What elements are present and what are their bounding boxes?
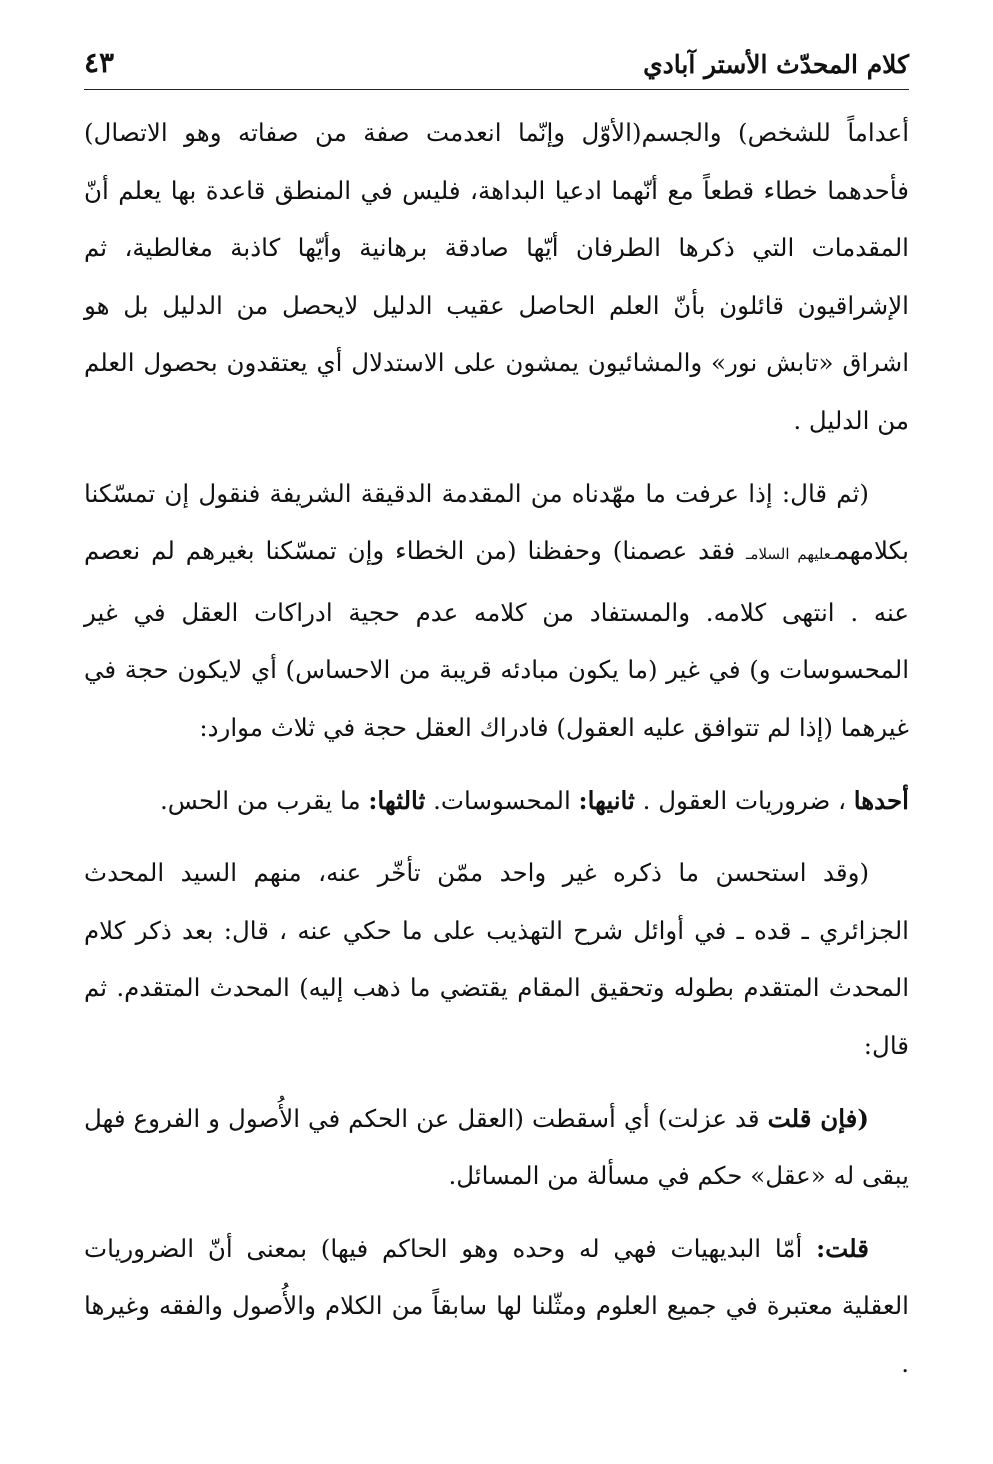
- page-number: ٤٣: [84, 46, 115, 79]
- objection-label: (فإن قلت: [767, 1103, 869, 1133]
- first-item-text: ، ضروريات العقول .: [642, 785, 846, 815]
- paragraph-4: (وقد استحسن ما ذكره غير واحد ممّن تأخّر عنه، منهم السيد المحدث الجزائري ـ قده ـ في أوائل شرح التهذيب على ما حكي عنه ، قال: بعد ذكر كلام المحدث المتقدم بطوله وتحقيق المقام يقتضي ما ذهب إليه) المحدث المتقدم. ثم قال:: [84, 858, 909, 1060]
- paragraph-2-text-a: (ثم قال: إذا عرفت ما مهّدناه من المقدمة الدقيقة الشريفة فنقول إن تمسّكنا بكلامهم: [84, 478, 909, 566]
- page-body: [84, 104, 909, 1392]
- second-item-label: ثانيها:: [578, 785, 635, 815]
- reply-label: قلت:: [816, 1233, 869, 1263]
- objection-text: قد عزلت) أي أسقطت (العقل عن الحكم في الأُصول و الفروع فهل يبقى له «عقل» حكم في مسألة من المسائل.: [84, 1103, 909, 1191]
- page-header: [84, 44, 909, 90]
- third-item-text: ما يقرب من الحس.: [159, 785, 361, 815]
- paragraph-3: [84, 772, 909, 830]
- first-item-label: أحدها: [853, 785, 909, 815]
- second-item-text: المحسوسات.: [433, 785, 571, 815]
- reply-text: أمّا البديهيات فهي له وحده وهو الحاكم فيها) بمعنى أنّ الضروريات العقلية معتبرة في جميع العلوم ومثّلنا لها سابقاً من الكلام والأُصول والفقه وغيرها .: [84, 1233, 909, 1378]
- paragraph-2-text-b: فقد عصمنا) وحفظنا (من الخطاء وإن تمسّكنا بغيرهم لم نعصم عنه . انتهى كلامه. والمستفاد من كلامه عدم حجية ادراكات العقل في غير المحسوسات و) في غير (ما يكون مبادئه قريبة من الاحساس) أي لايكون حجة في غيرهما (إذا لم تتوافق عليه العقول) فادراك العقل حجة في ثلاث موارد:: [84, 536, 909, 742]
- paragraph-6: [84, 1220, 909, 1393]
- paragraph-5: [84, 1090, 909, 1205]
- third-item-label: ثالثها:: [368, 785, 426, 815]
- honorific-note: ـعليهم السلامـ: [746, 545, 836, 564]
- paragraph-2: [84, 465, 909, 757]
- header-divider: [84, 89, 909, 90]
- paragraph-1: أعداماً للشخص) والجسم(الأوّل وإنّما انعدمت صفة من صفاته وهو الاتصال) فأحدهما خطاء قطعاً مع أنّهما ادعيا البداهة، فليس في المنطق قاعدة بها يعلم أنّ المقدمات التي ذكرها الطرفان أيّها صادقة برهانية وأيّها كاذبة مغالطية، ثم الإشراقيون قائلون بأنّ العلم الحاصل عقيب الدليل لايحصل من الدليل بل هو اشراق «تابش نور» والمشائيون يمشون على الاستدلال أي يعتقدون بحصول العلم من الدليل .: [84, 118, 909, 435]
- running-title: كلام المحدّث الأستر آبادي: [643, 50, 909, 79]
